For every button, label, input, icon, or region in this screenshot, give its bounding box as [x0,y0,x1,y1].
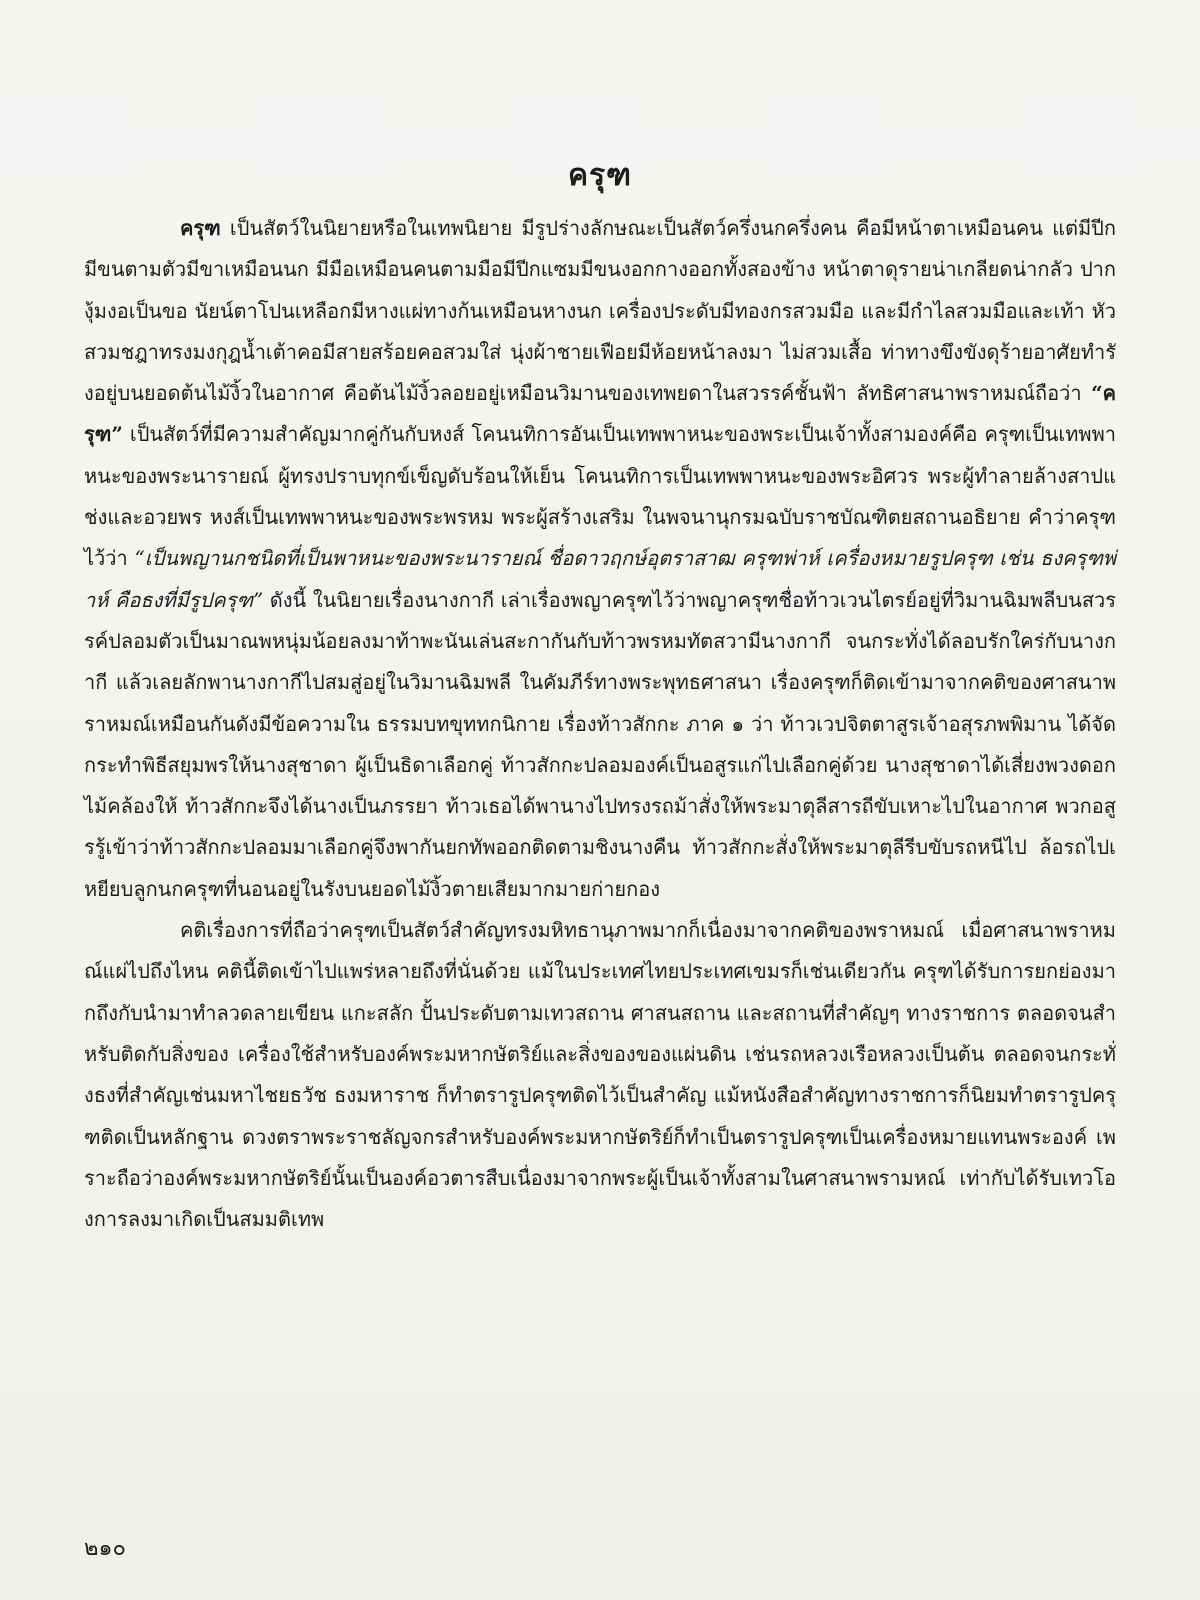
bold-quote: “ครุฑ” [84,381,1116,447]
paragraph-1-text-a: เป็นสัตว์ในนิยายหรือในเทพนิยาย มีรูปร่างลักษณะเป็นสัตว์ครึ่งนกครึ่งคน คือมีหน้าตาเหมือนคน แต่มีปีกมีขนตามตัวมีขาเหมือนนก มีมือเหมือนคนตามมือมีปีกแซมมีขนงอกกางออกทั้งสองข้าง หน้าตาดุรายน่าเกลียดน่ากลัว ปากงุ้มงอเป็นขอ นัยน์ตาโปนเหลือกมีหางแผ่ทางก้นเหมือนหางนก เครื่องประดับมีทองกรสวมมือ และมีกำไลสวมมือและเท้า หัวสวมชฎาทรงมงกุฎน้ำเต้าคอมีสายสร้อยคอสวมใส่ นุ่งผ้าชายเฟือยมีห้อยหน้าลงมา ไม่สวมเสื้อ ท่าทางขึงขังดุร้ายอาศัยทำรังอยู่บนยอดต้นไม้งิ้วในอากาศ คือต้นไม้งิ้วลอยอยู่เหมือนวิมานของเทพยดาในสวรรค์ชั้นฟ้า ลัทธิศาสนาพราหมณ์ถือว่า [84,216,1116,406]
article-body [84,208,1116,1240]
dictionary-quote: “เป็นพญานกชนิดที่เป็นพาหนะของพระนารายณ์ ชื่อดาวฤกษ์อุตราสาฒ ครุฑพ่าห์ เครื่องหมายรูปครุฑ เช่น ธงครุฑพ่าห์ คือธงที่มีรูปครุฑ” [84,546,1116,612]
paragraph-2: คติเรื่องการที่ถือว่าครุฑเป็นสัตว์สำคัญทรงมหิทธานุภาพมากก็เนื่องมาจากคติของพราหมณ์ เมื่อศาสนาพราหมณ์แผ่ไปถึงไหน คตินี้ติดเข้าไปแพร่หลายถึงที่นั่นด้วย แม้ในประเทศไทยประเทศเขมรก็เช่นเดียวกัน ครุฑได้รับการยกย่องมากถึงกับนำมาทำลวดลายเขียน แกะสลัก ปั้นประดับตามเทวสถาน ศาสนสถาน และสถานที่สำคัญๆ ทางราชการ ตลอดจนสำหรับติดกับสิ่งของ เครื่องใช้สำหรับองค์พระมหากษัตริย์และสิ่งของของแผ่นดิน เช่นรถหลวงเรือหลวงเป็นต้น ตลอดจนกระทั่งธงที่สำคัญเช่นมหาไชยธวัช ธงมหาราช ก็ทำตรารูปครุฑติดไว้เป็นสำคัญ แม้หนังสือสำคัญทางราชการก็นิยมทำตรารูปครุฑติดเป็นหลักฐาน ดวงตราพระราชลัญจกรสำหรับองค์พระมหากษัตริย์ก็ทำเป็นตรารูปครุฑเป็นเครื่องหมายแทนพระองค์ เพราะถือว่าองค์พระมหากษัตริย์นั้นเป็นองค์อวตารสืบเนื่องมาจากพระผู้เป็นเจ้าทั้งสามในศาสนาพรามหณ์ เท่ากับได้รับเทวโองการลงมาเกิดเป็นสมมติเทพ [84,918,1116,1232]
paragraph-1 [84,208,1116,910]
lead-term: ครุฑ [180,216,221,240]
page-title: ครุฑ [567,158,633,193]
paragraph-1-text-b: เป็นสัตว์ที่มีความสำคัญมากคู่กันกับหงส์ โคนนทิการอันเป็นเทพพาหนะของพระเป็นเจ้าทั้งสามองค์คือ ครุฑเป็นเทพพาหนะของพระนารายณ์ ผู้ทรงปราบทุกข์เข็ญดับร้อนให้เย็น โคนนทิการเป็นเทพพาหนะของพระอิศวร พระผู้ทำลายล้างสาปแช่งและอวยพร หงส์เป็นเทพพาหนะของพระพรหม พระผู้สร้างเสริม ในพจนานุกรมฉบับราชบัณฑิตยสถานอธิยาย คำว่าครุฑไว้ว่า [84,422,1116,571]
paragraph-1-text-c: ดังนี้ ในนิยายเรื่องนางกากี เล่าเรื่องพญาครุฑไว้ว่าพญาครุฑชื่อท้าวเวนไตรย์อยู่ที่วิมานฉิมพลีบนสวรรค์ปลอมตัวเป็นมาณพหนุ่มน้อยลงมาท้าพะนันเล่นสะกากันกับท้าวพรหมทัตสวามีนางกากี จนกระทั่งได้ลอบรักใคร่กับนางกากี แล้วเลยลักพานางกากีไปสมสู่อยู่ในวิมานฉิมพลี ในคัมภีร์ทางพระพุทธศาสนา เรื่องครุฑก็ติดเข้ามาจากคติของศาสนาพราหมณ์เหมือนกันดังมีข้อความใน ธรรมบทขุททกนิกาย เรื่องท้าวสักกะ ภาค ๑ ว่า ท้าวเวปจิตตาสูรเจ้าอสุรภพพิมาน ได้จัดกระทำพิธีสยุมพรให้นางสุชาดา ผู้เป็นธิดาเลือกคู่ ท้าวสักกะปลอมองค์เป็นอสูรแก่ไปเลือกคู่ด้วย นางสุชาดาได้เสี่ยงพวงดอกไม้คล้องให้ ท้าวสักกะจึงได้นางเป็นภรรยา ท้าวเธอได้พานางไปทรงรถม้าสั่งให้พระมาตุลีสารถีขับเหาะไปในอากาศ พวกอสูรรู้เข้าว่าท้าวสักกะปลอมมาเลือกคู่จึงพากันยกทัพออกติดตามชิงนางคืน ท้าวสักกะสั่งให้พระมาตุลีรีบขับรถหนีไป ล้อรถไปเหยียบลูกนกครุฑที่นอนอยู่ในรังบนยอดไม้งิ้วตายเสียมากมายก่ายกอง [84,587,1116,901]
page-number: ๒๑๐ [84,1536,126,1561]
